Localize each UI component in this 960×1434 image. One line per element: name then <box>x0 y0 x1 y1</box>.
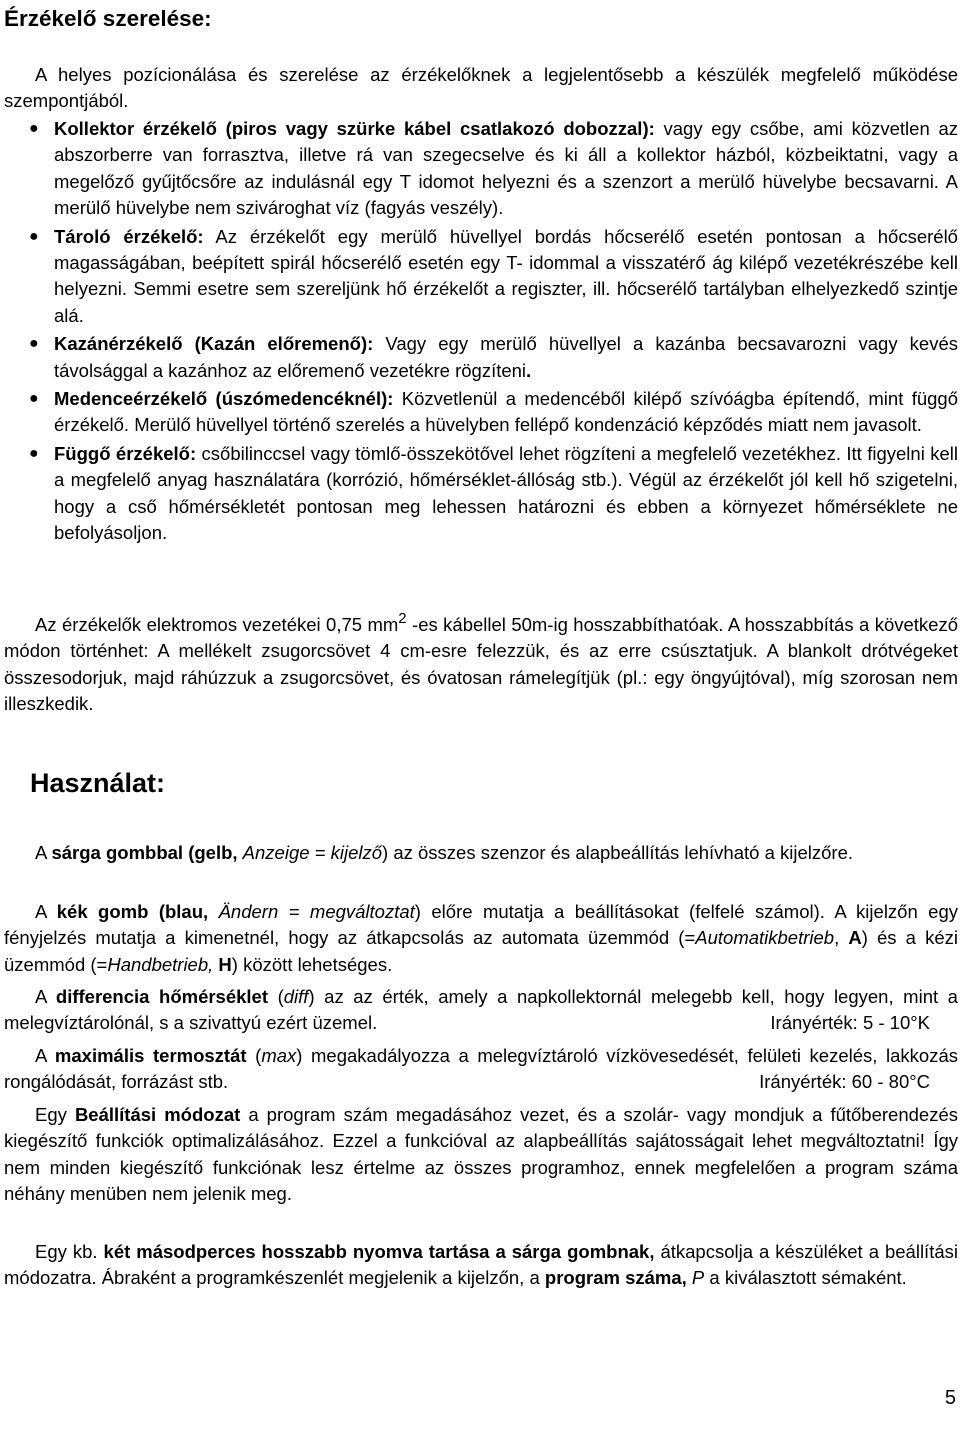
text <box>208 901 218 922</box>
list-item-text: csőbilinccsel vagy tömlő-összekötővel lehet rögzíteni a megfelelő vezetékhez. Itt figyelni kell a megfelelő anyag használatára (korrózió, hőmérséklet-állóság stb.). Végül az érzékelőt jól kell hő szigetelni, hogy a cső hőmérsékletét pontosan meg lehessen határozni és ebben a környezet hőmérséklete ne befolyásoljon. <box>54 442 958 544</box>
bold-text: H <box>218 953 232 975</box>
bold-text: két másodperces hosszabb nyomva tartása a sárga gombnak, <box>103 1241 655 1262</box>
italic-text: Anzeige = kijelző <box>242 842 383 863</box>
text: átkapcsolja a készüléket a beállítási módozatra. Ábraként a programkészenlét megjelenik a kijelzőn, a <box>4 1241 958 1289</box>
text: ) és a kézi üzemmód (= <box>4 927 958 975</box>
list-item-heading: Kazánérzékelő (Kazán előremenő): <box>54 333 374 355</box>
bullet-icon: ● <box>29 227 39 245</box>
text: ( <box>246 1045 262 1066</box>
list-item <box>0 441 958 547</box>
bold-text: maximális termosztát <box>54 1045 247 1066</box>
list-item-tail: . <box>526 359 532 381</box>
bold-text: kék gomb (blau, <box>56 901 209 922</box>
usage-paragraph-diff <box>4 984 958 1037</box>
page-number: 5 <box>944 1387 956 1409</box>
text: a kiválasztott sémaként. <box>704 1267 907 1289</box>
text: A <box>35 901 57 922</box>
usage-paragraph-max <box>4 1043 958 1096</box>
list-item-heading: Medenceérzékelő (úszómedencéknél): <box>54 388 394 410</box>
text: ) között lehetséges. <box>231 953 393 975</box>
text: ) megakadályozza a melegvíztároló vízkövesedését, felületi kezelés, lakkozás rongálódását, forrázást stb. <box>4 1045 958 1093</box>
bold-text: A <box>848 927 862 949</box>
bold-text: sárga gombbal (gelb, <box>51 842 238 863</box>
list-item-heading: Függő érzékelő: <box>54 442 197 464</box>
text: Egy kb. <box>35 1241 104 1262</box>
list-item-heading: Tároló érzékelő: <box>54 225 204 247</box>
italic-text: max <box>261 1045 297 1066</box>
list-item-text: Közvetlenül a medencéből kilépő szívóágba építendő, mint függő érzékelő. Merülő hüvellyel történő szerelés a hüvelyben fellépő kondenzáció képződés miatt nem javasolt. <box>54 388 958 436</box>
list-item-text: Az érzékelőt egy merülő hüvellyel bordás hőcserélő esetén pontosan a hőcserélő magasságában, beépített spirál hőcserélő esetén egy T- idommal a visszatérő ág kilépő vezetékrészébe kell helyezni. Semmi esetre sem szereljünk hő érzékelőt a regiszter, ill. hőcserélő tartályban elhelyezkedő szintje alá. <box>54 225 958 326</box>
section-title-sensor-mounting: Érzékelő szerelése: <box>4 6 212 31</box>
text: A <box>35 1045 55 1066</box>
target-value-diff: Irányérték: 5 - 10°K <box>770 1012 930 1034</box>
text: , <box>834 927 849 949</box>
text: a program szám megadásához vezet, és a szolár- vagy mondjuk a fűtőberendezés kiegészítő funkciók optimalizálásához. Ezzel a funkcióval az alapbeállítás sajátosságait lehet megváltoztatni! Így nem minden kiegészítő funkciónak lesz értelme az összes programhoz, ennek megfelelően a program száma néhány menüben nem jelenik meg. <box>4 1104 958 1205</box>
text: ) előre mutatja a beállításokat (felfelé számol). A kijelzőn egy fényjelzés mutatja a kimenetnél, hogy az átkapcsolás az automata üzemmód (= <box>4 901 959 949</box>
text: ) az összes szenzor és alapbeállítás lehívható a kijelzőre. <box>382 842 853 863</box>
cable-text-1: Az érzékelők elektromos vezetékei 0,75 mm <box>35 614 399 635</box>
text: A <box>35 986 56 1007</box>
list-item-text: Vagy egy merülő hüvellyel a kazánba becsavarozni vagy kevés távolsággal a kazánhoz az előremenő vezetékre rögzíteni <box>54 333 959 381</box>
bullet-icon: ● <box>29 335 39 353</box>
list-item <box>0 116 958 222</box>
italic-text: Handbetrieb, <box>107 953 214 975</box>
target-value-max: Irányérték: 60 - 80°C <box>759 1071 930 1093</box>
italic-text: Automatikbetrieb <box>695 927 835 949</box>
list-item <box>0 331 958 384</box>
usage-paragraph-blue-button <box>4 899 958 978</box>
bold-text: program száma, <box>544 1267 687 1289</box>
list-item <box>0 224 958 330</box>
usage-paragraph-long-press <box>4 1239 958 1292</box>
section-title-usage: Használat: <box>30 768 166 798</box>
text: Egy <box>35 1104 75 1125</box>
bullet-icon: ● <box>29 390 39 408</box>
text: A <box>35 842 52 863</box>
cable-text-2: -es kábellel 50m-ig hosszabbíthatóak. A hosszabbítás a következő módon történhet: A mellékelt zsugorcsövet 4 cm-esre felezzük, és az erre csúsztatjuk. A blankolt drótvégeket összesodorjuk, majd ráhúzzuk a zsugorcsövet, és óvatosan rámelegítjük (pl.: egy öngyújtóval), míg szorosan nem illeszkedik. <box>4 614 958 715</box>
list-item <box>0 386 958 439</box>
bold-text: differencia hőmérséklet <box>55 986 269 1007</box>
bullet-icon: ● <box>29 444 39 462</box>
sensor-list <box>0 116 958 549</box>
superscript-2: 2 <box>398 610 407 627</box>
list-item-heading: Kollektor érzékelő (piros vagy szürke kábel csatlakozó dobozzal): <box>54 118 655 139</box>
italic-text: diff <box>283 986 309 1007</box>
italic-text: P <box>691 1267 705 1289</box>
italic-text: Ändern = megváltoztat <box>218 901 415 922</box>
cable-extension-paragraph <box>4 612 958 718</box>
usage-paragraph-settings-mode <box>4 1102 958 1208</box>
text: ( <box>268 986 284 1007</box>
bold-text: Beállítási módozat <box>74 1104 241 1125</box>
bullet-icon: ● <box>29 120 39 137</box>
text: ) az az érték, amely a napkollektornál melegebb kell, hogy legyen, mint a melegvíztárolónál, s a szivattyú ezért üzemel. <box>4 986 958 1034</box>
usage-paragraph-yellow-button <box>4 840 958 866</box>
list-item-text: vagy egy csőbe, ami közvetlen az abszorberre van forrasztva, illetve rá van szegecselve és ki áll a kollektor házból, közbeiktatni, vagy a megelőző gyűjtőcsőre az indulásnál egy T idomot helyezni és a szenzort a merülő hüvelybe becsavarni. A merülő hüvelybe nem szivároghat víz (fagyás veszély). <box>54 118 958 219</box>
intro-paragraph: A helyes pozícionálása és szerelése az érzékelőknek a legjelentősebb a készülék megfelelő működése szempontjából. <box>4 64 958 112</box>
